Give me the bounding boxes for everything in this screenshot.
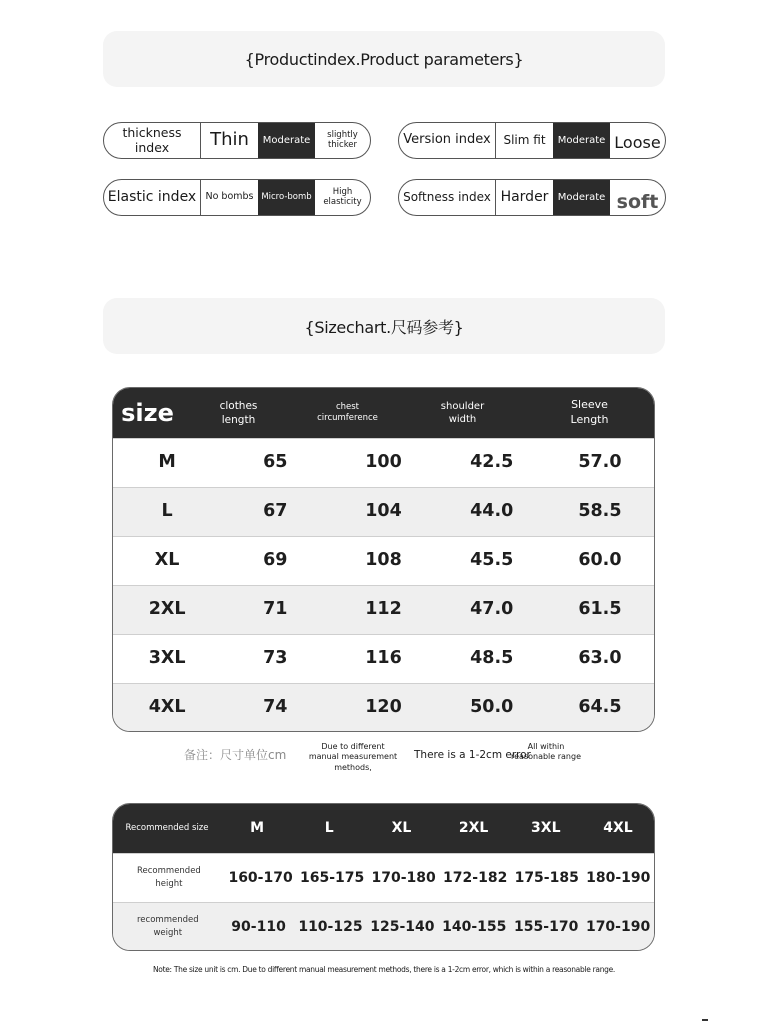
header-size: size: [121, 398, 174, 427]
chest-cell: 116: [365, 648, 402, 669]
chest-cell: 120: [365, 697, 402, 718]
table-row: [113, 585, 654, 634]
size-cell: 3XL: [148, 648, 186, 669]
height-cell: 170-180: [371, 869, 436, 886]
header-size-2xl: 2XL: [458, 820, 489, 837]
shoulder-cell: 45.5: [470, 550, 514, 571]
elastic-option-micro-bomb: Micro-bomb: [258, 180, 315, 215]
size-table-header: [113, 388, 654, 438]
chest-cell: 108: [365, 550, 402, 571]
recommendation-table-header: [113, 804, 654, 853]
thickness-option-moderate: Moderate: [258, 123, 315, 158]
weight-cell: 140-155: [442, 918, 507, 935]
elastic-option-high-elasticity: High elasticity: [323, 186, 362, 207]
sleeve-cell: 60.0: [578, 550, 622, 571]
shoulder-cell: 42.5: [470, 452, 514, 473]
header-shoulder-width: shoulder width: [440, 400, 485, 425]
header-size-xl: XL: [391, 820, 412, 837]
product-parameters-title: {Productindex.Product parameters}: [244, 49, 524, 69]
shoulder-cell: 44.0: [470, 501, 514, 522]
footnote: Note: The size unit is cm. Due to different manual measurement methods, there is a 1-2cm error, which is within a reasonable range.: [152, 965, 616, 974]
shoulder-cell: 47.0: [470, 599, 514, 620]
size-notes: [0, 742, 768, 772]
softness-option-soft: soft: [616, 190, 659, 213]
table-row: [113, 902, 654, 951]
softness-option-moderate: Moderate: [553, 180, 610, 215]
header-size-3xl: 3XL: [531, 820, 561, 837]
thickness-index-label: thickness index: [122, 125, 182, 155]
elastic-index-pill: [103, 179, 371, 216]
row-label-weight: recommended weight: [137, 915, 199, 938]
chest-cell: 104: [365, 501, 402, 522]
size-chart-title: {Sizechart.尺码参考}: [304, 317, 464, 337]
table-row: [113, 536, 654, 585]
clothes-length-cell: 71: [263, 599, 288, 620]
thickness-option-slightly-thicker: slightly thicker: [327, 129, 358, 150]
weight-cell: 170-190: [585, 918, 651, 935]
shoulder-cell: 48.5: [470, 648, 514, 669]
sleeve-cell: 57.0: [578, 452, 622, 473]
clothes-length-cell: 65: [263, 452, 288, 473]
product-parameters-banner: [103, 31, 665, 87]
header-chest-circumference: chest circumference: [317, 401, 378, 423]
version-option-slim-fit: Slim fit: [495, 123, 553, 158]
sleeve-cell: 63.0: [578, 648, 622, 669]
recommendation-table: [112, 803, 655, 951]
thickness-option-thin: Thin: [200, 123, 258, 158]
header-size-4xl: 4XL: [603, 820, 633, 837]
version-index-label: Version index: [403, 132, 491, 148]
height-cell: 180-190: [586, 869, 651, 886]
header-size-l: L: [324, 820, 334, 837]
sleeve-cell: 61.5: [578, 599, 622, 620]
version-option-moderate: Moderate: [553, 123, 610, 158]
size-cell: M: [158, 452, 176, 473]
table-row: [113, 438, 654, 487]
chest-cell: 100: [365, 452, 402, 473]
clothes-length-cell: 73: [263, 648, 288, 669]
header-sleeve-length: Sleeve Length: [570, 398, 609, 426]
size-table: [112, 387, 655, 732]
weight-cell: 125-140: [370, 918, 435, 935]
row-label-height: Recommended height: [137, 866, 201, 889]
weight-cell: 155-170: [514, 918, 579, 935]
size-chart-banner: [103, 298, 665, 354]
note-error: There is a 1-2cm error: [414, 749, 531, 761]
chest-cell: 112: [365, 599, 402, 620]
table-row: [113, 853, 654, 902]
height-cell: 175-185: [514, 869, 579, 886]
note-manual-measurement: Due to different manual measurement methods,: [308, 742, 398, 772]
table-row: [113, 683, 654, 732]
note-unit: 备注：尺寸单位cm: [184, 748, 287, 762]
header-size-m: M: [250, 820, 265, 837]
sleeve-cell: 58.5: [578, 501, 622, 522]
version-index-pill: [398, 122, 666, 159]
sleeve-cell: 64.5: [578, 697, 622, 718]
corner-mark: [702, 1019, 708, 1021]
weight-cell: 90-110: [231, 918, 286, 935]
header-recommended-size: Recommended size: [125, 822, 209, 833]
thickness-index-pill: [103, 122, 371, 159]
elastic-option-no-bombs: No bombs: [200, 180, 258, 215]
clothes-length-cell: 69: [263, 550, 288, 571]
shoulder-cell: 50.0: [470, 697, 514, 718]
elastic-index-label: Elastic index: [107, 189, 197, 206]
clothes-length-cell: 74: [263, 697, 288, 718]
table-row: [113, 487, 654, 536]
size-cell: 4XL: [148, 697, 186, 718]
height-cell: 160-170: [228, 869, 293, 886]
table-row: [113, 634, 654, 683]
note-range: All within reasonable range: [511, 742, 581, 762]
height-cell: 165-175: [299, 869, 365, 886]
header-clothes-length: clothes length: [219, 399, 258, 426]
softness-option-harder: Harder: [495, 180, 553, 215]
softness-index-pill: [398, 179, 666, 216]
size-cell: L: [161, 501, 173, 522]
softness-index-label: Softness index: [403, 189, 491, 204]
clothes-length-cell: 67: [263, 501, 288, 522]
height-cell: 172-182: [443, 869, 508, 886]
size-cell: XL: [154, 550, 180, 571]
size-cell: 2XL: [148, 599, 186, 620]
version-option-loose: Loose: [614, 133, 661, 153]
weight-cell: 110-125: [298, 918, 363, 935]
